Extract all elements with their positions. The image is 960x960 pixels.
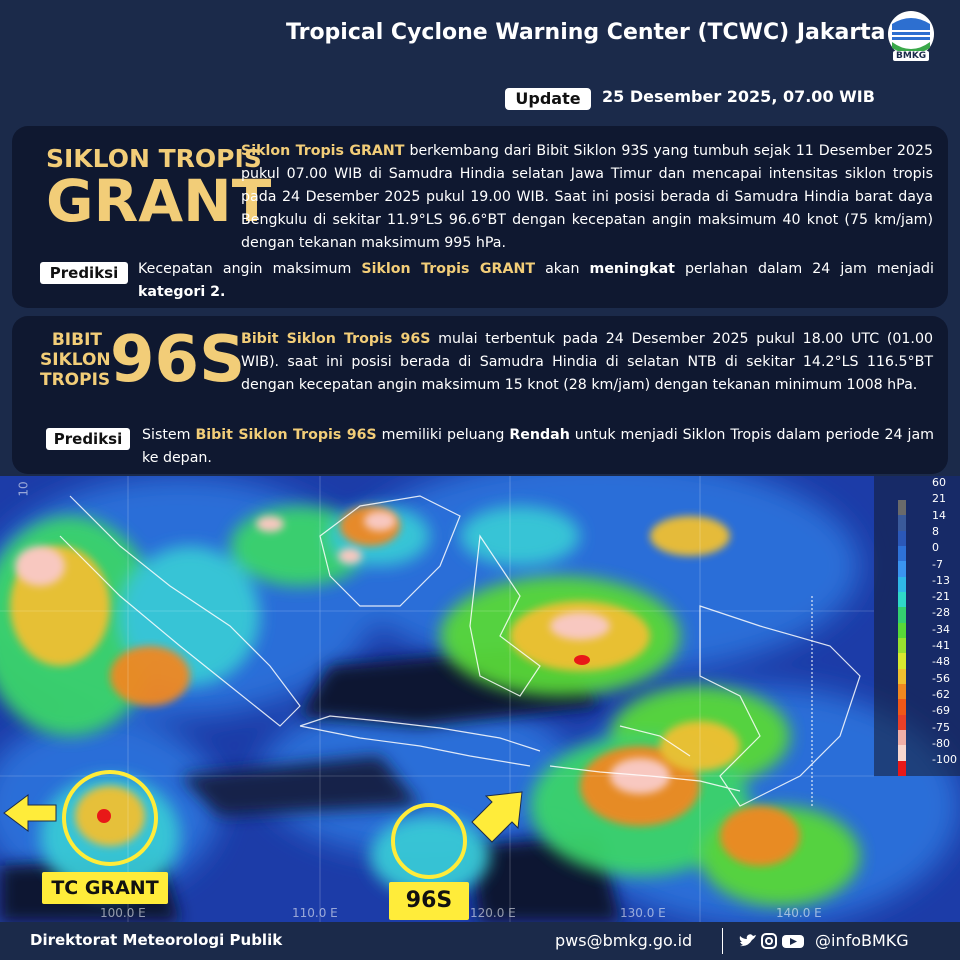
legend-swatch (898, 561, 906, 577)
legend-swatch (898, 761, 906, 777)
footer-email[interactable]: pws@bmkg.go.id (555, 931, 693, 950)
grant-prediction-text: Kecepatan angin maksimum Siklon Tropis GRANT akan meningkat perlahan dalam 24 jam menjadi kategori 2. (138, 261, 934, 300)
legend-swatch (898, 531, 906, 547)
footer-handle[interactable]: @infoBMKG (815, 931, 909, 950)
s96-map-label: 96S (389, 882, 469, 920)
grant-map-label: TC GRANT (42, 872, 168, 904)
legend-label: 14 (932, 508, 946, 522)
grant-panel (12, 126, 948, 308)
legend-label: -56 (932, 671, 950, 685)
update-badge: Update (505, 88, 591, 110)
grant-title-small: SIKLON TROPIS (46, 144, 262, 173)
legend-label: -34 (932, 622, 950, 636)
legend-swatch (898, 730, 906, 746)
lon-label-100: 100.0 E (100, 906, 146, 920)
legend-label: -48 (932, 655, 950, 669)
legend-swatch (898, 515, 906, 531)
legend-swatch (898, 745, 906, 761)
legend-label: 21 (932, 492, 946, 506)
legend-label: -80 (932, 736, 950, 750)
update-date: 25 Desember 2025, 07.00 WIB (602, 87, 875, 106)
legend-swatch (898, 623, 906, 639)
legend-label: -75 (932, 720, 950, 734)
youtube-icon (782, 935, 804, 948)
legend-label: -69 (932, 704, 950, 718)
legend-color-bar (898, 500, 906, 776)
lon-label-120: 120.0 E (470, 906, 516, 920)
legend-swatch (898, 592, 906, 608)
legend-swatch (898, 669, 906, 685)
instagram-icon (762, 934, 776, 948)
legend-swatch (898, 607, 906, 623)
legend-label: -7 (932, 557, 943, 571)
legend-swatch (898, 699, 906, 715)
s96-description: Bibit Siklon Tropis 96S mulai terbentuk pada 24 Desember 2025 pukul 18.00 UTC (01.00 WIB). saat ini posisi berada di Samudra Hindia di selatan NTB di sekitar 14.2°LS 116.5°BT dengan kecepatan angin maksimum 15 knot (28 km/jam) dengan tekanan minimum 1008 hPa. (241, 331, 933, 393)
legend-label: -28 (932, 606, 950, 620)
s96-prediction-text: Sistem Bibit Siklon Tropis 96S memiliki peluang Rendah untuk menjadi Siklon Tropis dalam periode 24 jam ke depan. (142, 427, 934, 466)
satellite-map (0, 476, 960, 922)
s96-title-small: BIBIT SIKLON TROPIS (40, 330, 111, 390)
grant-prediction-badge: Prediksi (40, 262, 128, 284)
footer-org: Direktorat Meteorologi Publik (30, 931, 283, 949)
legend-label: 60 (932, 476, 946, 489)
legend-label: -62 (932, 687, 950, 701)
lon-label-140: 140.0 E (776, 906, 822, 920)
s96-prediction-badge: Prediksi (46, 428, 130, 450)
s96-panel (12, 316, 948, 474)
footer (0, 922, 960, 960)
twitter-icon (740, 934, 756, 946)
legend-label: -21 (932, 590, 950, 604)
legend-swatch (898, 577, 906, 593)
social-icons (738, 932, 808, 954)
grant-description: Siklon Tropis GRANT berkembang dari Bibit Siklon 93S yang tumbuh sejak 11 Desember 2025 pukul 07.00 WIB di Samudra Hindia selatan Jawa Timur dan mencapai intensitas siklon tropis pada 24 Desember 2025 pukul 19.00 WIB. Saat ini posisi berada di Samudra Hindia barat daya Bengkulu di sekitar 11.9°LS 96.6°BT dengan kecepatan angin maksimum 40 knot (75 km/jam) dengan tekanan maksimum 995 hPa. (241, 143, 933, 251)
lon-label-130: 130.0 E (620, 906, 666, 920)
legend-label: 0 (932, 541, 939, 555)
legend-label: -13 (932, 573, 950, 587)
legend-swatch (898, 546, 906, 562)
legend-swatch (898, 653, 906, 669)
s96-title-big: 96S (110, 323, 246, 397)
legend-label: -41 (932, 639, 950, 652)
page-title: Tropical Cyclone Warning Center (TCWC) Jakarta (286, 20, 886, 45)
lon-label-110: 110.0 E (292, 906, 338, 920)
legend-swatch (898, 715, 906, 731)
legend-label: -100 (932, 753, 957, 767)
legend-swatch (898, 684, 906, 700)
grant-title-big: GRANT (46, 167, 272, 235)
legend-swatch (898, 500, 906, 516)
legend-swatch (898, 638, 906, 654)
lat-label: 10 (16, 481, 31, 497)
footer-divider (722, 928, 723, 954)
legend-label: 8 (932, 524, 939, 538)
